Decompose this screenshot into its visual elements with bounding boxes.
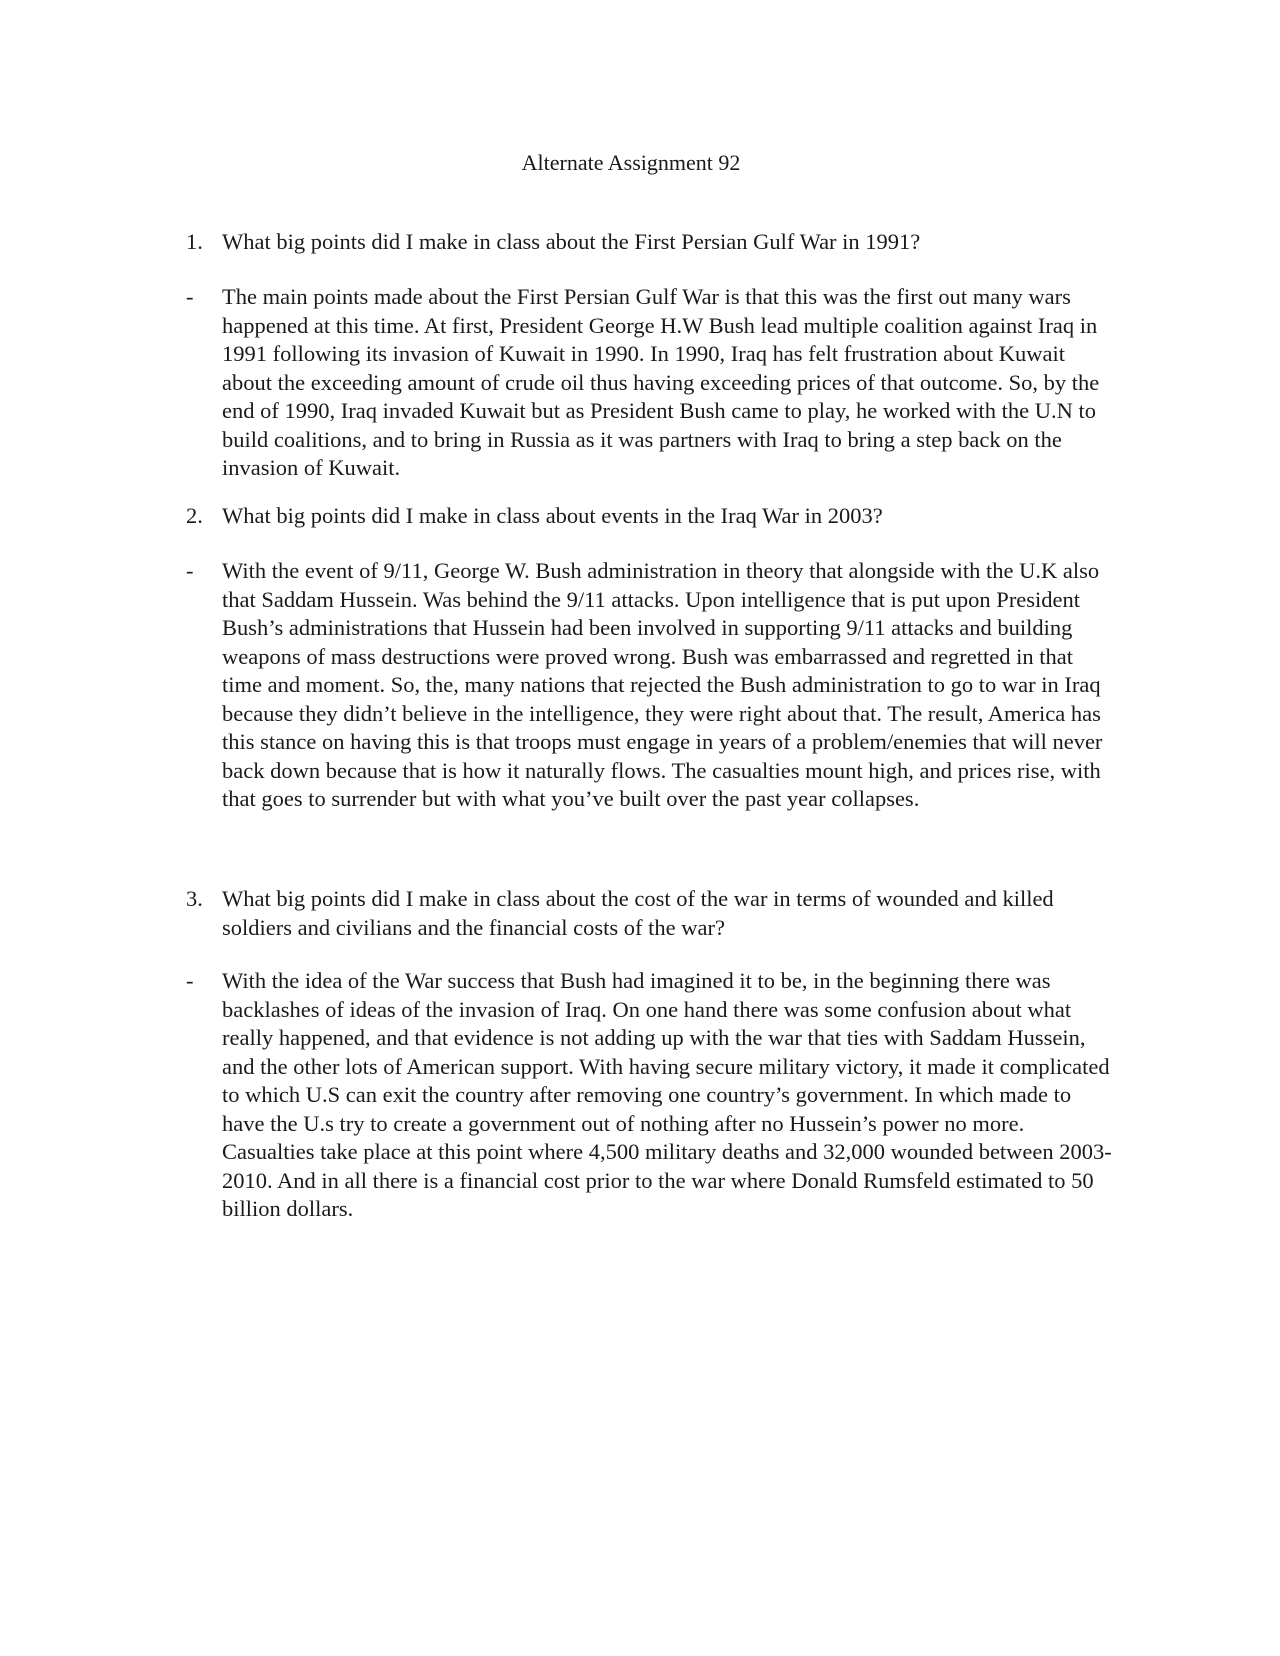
answer-text: The main points made about the First Persian Gulf War is that this was the first out many wars happened at this time. At first, President George H.W Bush lead multiple coalition against Iraq in 1991 following its invasion of Kuwait in 1990. In 1990, Iraq has felt frustration about Kuwait about the exceeding amount of crude oil thus having exceeding prices of that outcome. So, by the end of 1990, Iraq invaded Kuwait but as President Bush came to play, he worked with the U.N to build coalitions, and to bring in Russia as it was partners with Iraq to bring a step back on the invasion of Kuwait. [222,284,1100,480]
answer-text: With the event of 9/11, George W. Bush administration in theory that alongside with the U.K also that Saddam Hussein. Was behind the 9/11 attacks. Upon intelligence that is put upon President Bush’s administrations that Hussein had been involved in supporting 9/11 attacks and building weapons of mass destructions were proved wrong. Bush was embarrassed and regretted in that time and moment. So, the, many nations that rejected the Bush administration to go to war in Iraq because they didn’t believe in the intelligence, they were right about that. The result, America has this stance on having this is that troops must engage in years of a problem/enemies that will never back down because that is how it naturally flows. The casualties mount high, and prices rise, with that goes to surrender but with what you’ve built over the past year collapses. [222,558,1103,811]
question-text: What big points did I make in class about the First Persian Gulf War in 1991? [222,229,921,254]
document-title: Alternate Assignment 92 [521,150,741,175]
dash-marker: - [186,284,194,309]
dash-marker: - [186,558,194,583]
answer-1 [186,283,1116,483]
list-number: 2. [186,503,203,528]
question-text: What big points did I make in class about events in the Iraq War in 2003? [222,503,883,528]
list-number: 1. [186,229,203,254]
answer-3 [186,967,1116,1224]
question-3 [186,885,1116,942]
question-text: What big points did I make in class about the cost of the war in terms of wounded and killed soldiers and civilians and the financial costs of the war? [222,886,1054,940]
dash-marker: - [186,968,194,993]
list-number: 3. [186,886,203,911]
answer-text: With the idea of the War success that Bush had imagined it to be, in the beginning there was backlashes of ideas of the invasion of Iraq. On one hand there was some confusion about what really happened, and that evidence is not adding up with the war that ties with Saddam Hussein, and the other lots of American support. With having secure military victory, it made it complicated to which U.S can exit the country after removing one country’s government. In which made to have the U.s try to create a government out of nothing after no Hussein’s power no more. Casualties take place at this point where 4,500 military deaths and 32,000 wounded between 2003-2010. And in all there is a financial cost prior to the war where Donald Rumsfeld estimated to 50 billion dollars. [222,968,1112,1221]
question-1 [186,228,1116,257]
question-2 [186,502,1116,531]
answer-2 [186,557,1116,814]
